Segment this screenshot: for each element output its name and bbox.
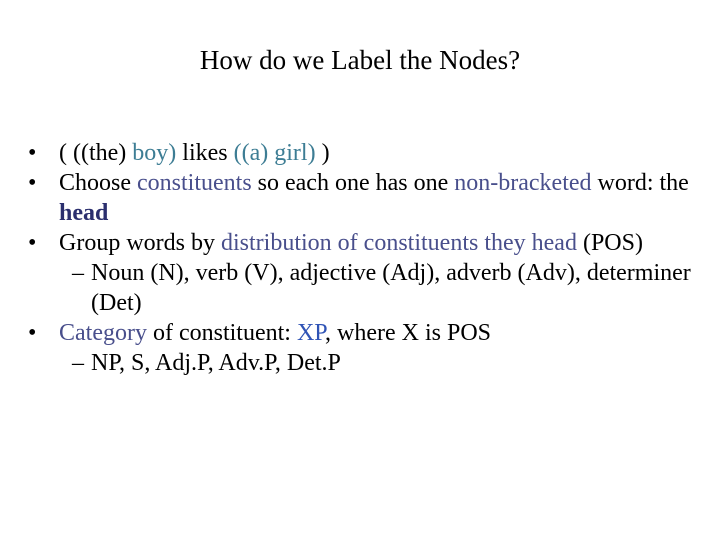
highlight-a-girl: ((a) girl) (233, 140, 316, 166)
highlight-distribution: distribution of constituents they head (221, 230, 577, 256)
highlight-non-bracketed: non-bracketed (454, 170, 592, 196)
bullet-item-2 (28, 168, 708, 228)
each-one-text: so each one has one (251, 170, 455, 196)
bullet-item-1 (28, 138, 708, 168)
word-the-text: word: the (591, 170, 689, 196)
bullet-icon: • (28, 140, 37, 166)
slide-title: How do we Label the Nodes? (199, 45, 521, 75)
highlight-boy: boy) (132, 140, 177, 166)
dash-icon: – (72, 350, 84, 376)
bullet-icon: • (28, 230, 37, 256)
bracket-open-text: ( ((the) (59, 140, 133, 166)
dash-icon: – (72, 260, 84, 286)
pos-text: (POS) (576, 230, 643, 256)
choose-text: Choose (59, 170, 137, 196)
sub-bullet-pos-list (28, 258, 708, 318)
where-x-text: , where X is POS (325, 320, 491, 346)
highlight-xp: XP (296, 320, 325, 346)
pos-list-text: Noun (N), verb (V), adjective (Adj), adverb (Adv), determiner (Det) (91, 260, 691, 316)
bracket-close-text: ) (315, 140, 330, 166)
highlight-category: Category (59, 320, 147, 346)
highlight-constituents: constituents (137, 170, 252, 196)
of-constituent-text: of constituent: (146, 320, 297, 346)
bullet-item-3 (28, 228, 708, 258)
group-words-text: Group words by (59, 230, 221, 256)
bullet-item-4 (28, 318, 708, 348)
sub-bullet-phrase-list (28, 348, 708, 378)
bullet-icon: • (28, 320, 37, 346)
likes-text: likes (176, 140, 234, 166)
bullet-icon: • (28, 170, 37, 196)
highlight-head: head (59, 200, 109, 226)
phrase-list-text: NP, S, Adj.P, Adv.P, Det.P (91, 350, 341, 376)
slide-body (28, 138, 708, 378)
